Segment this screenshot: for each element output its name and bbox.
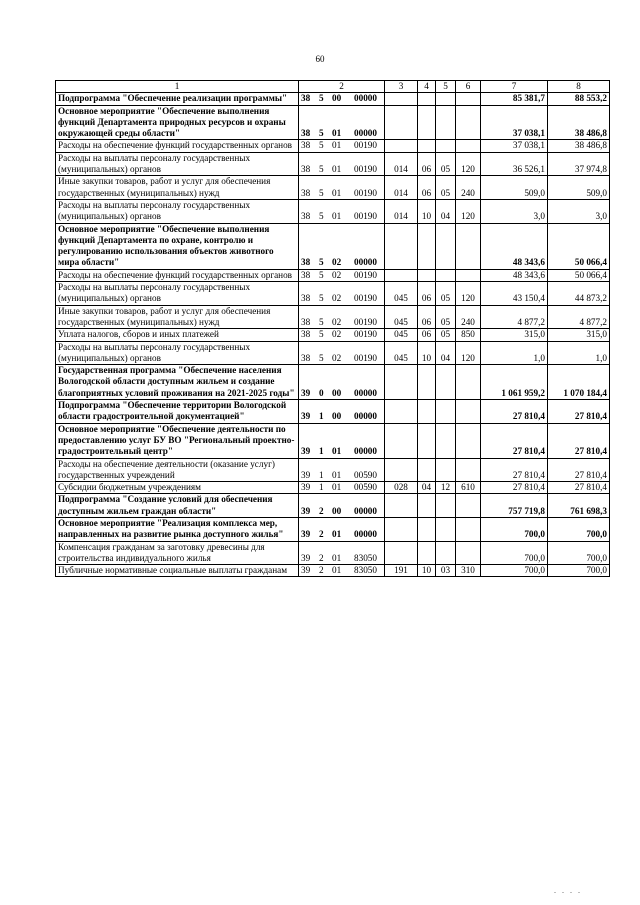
row-ministry-code: 045 <box>385 341 418 365</box>
row-ministry-code <box>385 365 418 400</box>
row-section-code <box>418 541 436 565</box>
row-code <box>299 482 385 494</box>
row-ministry-code: 045 <box>385 305 418 329</box>
row-amount-2022: 37 038,1 <box>481 105 548 140</box>
code-part: 2 <box>319 552 324 563</box>
row-code <box>299 365 385 400</box>
table-row <box>56 494 610 518</box>
table-row <box>56 282 610 306</box>
row-expense-type <box>456 105 481 140</box>
table-row <box>56 223 610 269</box>
row-expense-type <box>456 541 481 565</box>
row-ministry-code: 045 <box>385 329 418 341</box>
code-part: 1 <box>319 446 324 457</box>
code-part: 00000 <box>354 505 377 516</box>
budget-table <box>55 80 610 577</box>
code-part: 5 <box>319 269 324 280</box>
row-amount-2022: 700,0 <box>481 541 548 565</box>
code-part: 39 <box>301 505 311 516</box>
row-ministry-code <box>385 105 418 140</box>
code-part: 38 <box>301 164 311 175</box>
row-ministry-code: 014 <box>385 199 418 223</box>
row-code <box>299 541 385 565</box>
row-expense-type <box>456 458 481 482</box>
row-code <box>299 494 385 518</box>
row-section-code: 10 <box>418 565 436 577</box>
code-part: 00000 <box>354 387 377 398</box>
page-number: 60 <box>315 54 325 64</box>
code-part: 00190 <box>354 316 377 327</box>
row-code <box>299 458 385 482</box>
row-expense-type: 310 <box>456 565 481 577</box>
code-part: 01 <box>332 552 342 563</box>
code-part: 00190 <box>354 293 377 304</box>
code-part: 00190 <box>354 140 377 151</box>
table-row <box>56 458 610 482</box>
row-amount-2022: 36 526,1 <box>481 152 548 176</box>
code-part: 5 <box>319 211 324 222</box>
table-row <box>56 152 610 176</box>
row-section-code: 06 <box>418 176 436 200</box>
code-part: 00000 <box>354 446 377 457</box>
code-part: 39 <box>301 446 311 457</box>
row-amount-2023: 38 486,8 <box>548 140 610 152</box>
code-part: 5 <box>319 293 324 304</box>
row-amount-2023: 50 066,4 <box>548 269 610 281</box>
row-section-code <box>418 458 436 482</box>
row-amount-2022: 509,0 <box>481 176 548 200</box>
table-row <box>56 517 610 541</box>
code-part: 2 <box>319 529 324 540</box>
row-ministry-code <box>385 93 418 105</box>
row-section-code <box>418 365 436 400</box>
row-name: Расходы на обеспечение функций государственных органов <box>56 140 299 152</box>
row-amount-2022: 1 061 959,2 <box>481 365 548 400</box>
row-subsection-code <box>436 223 456 269</box>
row-code <box>299 152 385 176</box>
row-code <box>299 341 385 365</box>
row-expense-type <box>456 93 481 105</box>
code-part: 01 <box>332 187 342 198</box>
table-row <box>56 140 610 152</box>
row-ministry-code <box>385 458 418 482</box>
row-code <box>299 199 385 223</box>
row-subsection-code <box>436 269 456 281</box>
row-code <box>299 329 385 341</box>
code-part: 01 <box>332 446 342 457</box>
code-part: 00000 <box>354 411 377 422</box>
column-header: 8 <box>548 81 610 93</box>
row-code <box>299 565 385 577</box>
row-name: Подпрограмма "Создание условий для обеспечения доступным жильем граждан области" <box>56 494 299 518</box>
row-amount-2023: 44 873,2 <box>548 282 610 306</box>
row-subsection-code <box>436 423 456 458</box>
code-part: 0 <box>319 387 324 398</box>
code-part: 00 <box>332 387 342 398</box>
row-amount-2022: 27 810,4 <box>481 400 548 424</box>
row-code <box>299 282 385 306</box>
row-name: Подпрограмма "Обеспечение территории Вологодской области градостроительной документацией" <box>56 400 299 424</box>
row-amount-2023: 700,0 <box>548 517 610 541</box>
row-amount-2022: 85 381,7 <box>481 93 548 105</box>
row-amount-2022: 27 810,4 <box>481 482 548 494</box>
row-amount-2022: 43 150,4 <box>481 282 548 306</box>
table-row <box>56 305 610 329</box>
row-amount-2023: 700,0 <box>548 565 610 577</box>
row-amount-2023: 700,0 <box>548 541 610 565</box>
row-expense-type: 120 <box>456 152 481 176</box>
row-code <box>299 517 385 541</box>
row-code <box>299 176 385 200</box>
row-subsection-code <box>436 458 456 482</box>
row-section-code <box>418 269 436 281</box>
row-amount-2022: 700,0 <box>481 565 548 577</box>
row-name: Уплата налогов, сборов и иных платежей <box>56 329 299 341</box>
row-ministry-code <box>385 517 418 541</box>
row-section-code <box>418 400 436 424</box>
row-subsection-code <box>436 93 456 105</box>
row-subsection-code: 05 <box>436 329 456 341</box>
table-row <box>56 329 610 341</box>
row-code <box>299 140 385 152</box>
row-expense-type <box>456 494 481 518</box>
code-part: 83050 <box>354 552 377 563</box>
code-part: 39 <box>301 529 311 540</box>
row-name: Субсидии бюджетным учреждениям <box>56 482 299 494</box>
row-section-code <box>418 423 436 458</box>
code-part: 38 <box>301 187 311 198</box>
row-amount-2023: 27 810,4 <box>548 482 610 494</box>
row-amount-2022: 27 810,4 <box>481 458 548 482</box>
row-amount-2022: 757 719,8 <box>481 494 548 518</box>
row-ministry-code <box>385 269 418 281</box>
code-part: 02 <box>332 257 342 268</box>
row-name: Расходы на выплаты персоналу государственных (муниципальных) органов <box>56 282 299 306</box>
code-part: 00000 <box>354 93 377 104</box>
code-part: 2 <box>319 505 324 516</box>
code-part: 02 <box>332 352 342 363</box>
row-subsection-code <box>436 400 456 424</box>
row-section-code <box>418 494 436 518</box>
row-subsection-code <box>436 365 456 400</box>
row-subsection-code: 12 <box>436 482 456 494</box>
code-part: 01 <box>332 529 342 540</box>
row-ministry-code <box>385 541 418 565</box>
row-expense-type <box>456 269 481 281</box>
row-name: Расходы на обеспечение деятельности (оказание услуг) государственных учреждений <box>56 458 299 482</box>
code-part: 39 <box>301 387 311 398</box>
row-subsection-code <box>436 541 456 565</box>
row-amount-2022: 37 038,1 <box>481 140 548 152</box>
table-row <box>56 176 610 200</box>
code-part: 00590 <box>354 469 377 480</box>
code-part: 5 <box>319 257 324 268</box>
row-ministry-code <box>385 223 418 269</box>
code-part: 2 <box>319 565 324 576</box>
code-part: 39 <box>301 565 311 576</box>
code-part: 5 <box>319 128 324 139</box>
row-code <box>299 105 385 140</box>
row-amount-2023: 1,0 <box>548 341 610 365</box>
row-name: Подпрограмма "Обеспечение реализации программы" <box>56 93 299 105</box>
row-name: Основное мероприятие "Обеспечение выполнения функций Департамента по охране, контролю и регулированию использования объектов животного мира области" <box>56 223 299 269</box>
row-expense-type: 120 <box>456 199 481 223</box>
row-section-code: 06 <box>418 152 436 176</box>
row-amount-2023: 315,0 <box>548 329 610 341</box>
row-ministry-code <box>385 423 418 458</box>
code-part: 02 <box>332 293 342 304</box>
code-part: 00000 <box>354 257 377 268</box>
code-part: 1 <box>319 469 324 480</box>
code-part: 38 <box>301 128 311 139</box>
table-row <box>56 423 610 458</box>
code-part: 38 <box>301 257 311 268</box>
code-part: 01 <box>332 164 342 175</box>
row-amount-2022: 700,0 <box>481 517 548 541</box>
row-amount-2023: 761 698,3 <box>548 494 610 518</box>
code-part: 00590 <box>354 482 377 493</box>
code-part: 00190 <box>354 187 377 198</box>
row-amount-2022: 3,0 <box>481 199 548 223</box>
row-code <box>299 400 385 424</box>
code-part: 38 <box>301 269 311 280</box>
row-amount-2023: 50 066,4 <box>548 223 610 269</box>
table-row <box>56 541 610 565</box>
code-part: 02 <box>332 316 342 327</box>
code-part: 39 <box>301 482 311 493</box>
code-part: 38 <box>301 211 311 222</box>
code-part: 38 <box>301 329 311 340</box>
row-name: Государственная программа "Обеспечение населения Вологодской области доступным жильем и создание благоприятных условий проживания на 2021-2025 годы" <box>56 365 299 400</box>
code-part: 5 <box>319 93 324 104</box>
row-name: Расходы на выплаты персоналу государственных (муниципальных) органов <box>56 152 299 176</box>
row-section-code: 06 <box>418 282 436 306</box>
code-part: 38 <box>301 140 311 151</box>
row-expense-type <box>456 140 481 152</box>
row-name: Основное мероприятие "Обеспечение выполнения функций Департамента природных ресурсов и охраны окружающей среды области" <box>56 105 299 140</box>
row-expense-type <box>456 517 481 541</box>
row-ministry-code: 045 <box>385 282 418 306</box>
code-part: 00190 <box>354 164 377 175</box>
table-row <box>56 269 610 281</box>
row-section-code: 10 <box>418 199 436 223</box>
table-row <box>56 400 610 424</box>
row-ministry-code <box>385 400 418 424</box>
row-amount-2023: 27 810,4 <box>548 458 610 482</box>
row-expense-type <box>456 223 481 269</box>
row-name: Расходы на обеспечение функций государственных органов <box>56 269 299 281</box>
row-name: Расходы на выплаты персоналу государственных (муниципальных) органов <box>56 341 299 365</box>
row-ministry-code <box>385 140 418 152</box>
row-subsection-code <box>436 105 456 140</box>
column-header: 2 <box>299 81 385 93</box>
column-header: 4 <box>418 81 436 93</box>
code-part: 38 <box>301 352 311 363</box>
row-amount-2022: 4 877,2 <box>481 305 548 329</box>
code-part: 00 <box>332 93 342 104</box>
row-amount-2023: 3,0 <box>548 199 610 223</box>
code-part: 39 <box>301 411 311 422</box>
code-part: 01 <box>332 140 342 151</box>
row-expense-type: 610 <box>456 482 481 494</box>
code-part: 38 <box>301 316 311 327</box>
row-ministry-code: 028 <box>385 482 418 494</box>
column-header: 6 <box>456 81 481 93</box>
row-expense-type: 850 <box>456 329 481 341</box>
code-part: 1 <box>319 482 324 493</box>
code-part: 38 <box>301 293 311 304</box>
column-header: 3 <box>385 81 418 93</box>
code-part: 00190 <box>354 352 377 363</box>
row-name: Иные закупки товаров, работ и услуг для обеспечения государственных (муниципальных) нужд <box>56 305 299 329</box>
row-subsection-code: 04 <box>436 341 456 365</box>
row-subsection-code: 04 <box>436 199 456 223</box>
row-section-code <box>418 223 436 269</box>
row-expense-type: 120 <box>456 341 481 365</box>
row-code <box>299 223 385 269</box>
table-row <box>56 199 610 223</box>
code-part: 38 <box>301 93 311 104</box>
row-name: Расходы на выплаты персоналу государственных (муниципальных) органов <box>56 199 299 223</box>
row-name: Компенсация гражданам за заготовку древесины для строительства индивидуального жилья <box>56 541 299 565</box>
row-section-code <box>418 140 436 152</box>
row-ministry-code: 191 <box>385 565 418 577</box>
row-subsection-code <box>436 140 456 152</box>
row-code <box>299 305 385 329</box>
table-row <box>56 365 610 400</box>
row-subsection-code <box>436 494 456 518</box>
row-section-code <box>418 105 436 140</box>
row-ministry-code <box>385 494 418 518</box>
code-part: 01 <box>332 565 342 576</box>
table-row <box>56 105 610 140</box>
table-row <box>56 93 610 105</box>
row-amount-2022: 48 343,6 <box>481 269 548 281</box>
row-subsection-code: 05 <box>436 152 456 176</box>
code-part: 39 <box>301 469 311 480</box>
row-amount-2023: 88 553,2 <box>548 93 610 105</box>
code-part: 1 <box>319 411 324 422</box>
row-name: Основное мероприятие "Реализация комплекса мер, направленных на развитие рынка доступного жилья" <box>56 517 299 541</box>
row-code <box>299 423 385 458</box>
code-part: 5 <box>319 316 324 327</box>
code-part: 00000 <box>354 529 377 540</box>
column-header: 7 <box>481 81 548 93</box>
row-expense-type: 120 <box>456 282 481 306</box>
code-part: 5 <box>319 164 324 175</box>
code-part: 5 <box>319 187 324 198</box>
scan-mark: . . . . <box>554 886 582 895</box>
row-amount-2023: 4 877,2 <box>548 305 610 329</box>
row-section-code <box>418 517 436 541</box>
row-expense-type: 240 <box>456 305 481 329</box>
code-part: 02 <box>332 269 342 280</box>
row-amount-2022: 27 810,4 <box>481 423 548 458</box>
row-section-code: 06 <box>418 305 436 329</box>
table-row <box>56 482 610 494</box>
code-part: 00 <box>332 505 342 516</box>
row-amount-2023: 38 486,8 <box>548 105 610 140</box>
row-expense-type: 240 <box>456 176 481 200</box>
row-amount-2022: 315,0 <box>481 329 548 341</box>
row-section-code: 10 <box>418 341 436 365</box>
row-name: Публичные нормативные социальные выплаты гражданам <box>56 565 299 577</box>
row-ministry-code: 014 <box>385 152 418 176</box>
row-section-code <box>418 93 436 105</box>
column-header: 1 <box>56 81 299 93</box>
code-part: 00000 <box>354 128 377 139</box>
code-part: 00190 <box>354 329 377 340</box>
table-row <box>56 565 610 577</box>
row-amount-2023: 1 070 184,4 <box>548 365 610 400</box>
row-expense-type <box>456 400 481 424</box>
row-amount-2022: 48 343,6 <box>481 223 548 269</box>
row-name: Основное мероприятие "Обеспечение деятельности по предоставлению услуг БУ ВО "Региональный проектно-градостроительный центр" <box>56 423 299 458</box>
code-part: 83050 <box>354 565 377 576</box>
row-subsection-code: 05 <box>436 176 456 200</box>
column-header: 5 <box>436 81 456 93</box>
table-row <box>56 341 610 365</box>
row-name: Иные закупки товаров, работ и услуг для обеспечения государственных (муниципальных) нужд <box>56 176 299 200</box>
table-header-row <box>56 81 610 93</box>
row-amount-2023: 27 810,4 <box>548 400 610 424</box>
code-part: 00 <box>332 411 342 422</box>
row-ministry-code: 014 <box>385 176 418 200</box>
code-part: 01 <box>332 211 342 222</box>
code-part: 01 <box>332 469 342 480</box>
row-subsection-code: 05 <box>436 305 456 329</box>
row-subsection-code <box>436 517 456 541</box>
row-code <box>299 93 385 105</box>
code-part: 5 <box>319 329 324 340</box>
row-section-code: 06 <box>418 329 436 341</box>
code-part: 00190 <box>354 211 377 222</box>
code-part: 39 <box>301 552 311 563</box>
code-part: 01 <box>332 128 342 139</box>
code-part: 00190 <box>354 269 377 280</box>
row-expense-type <box>456 423 481 458</box>
code-part: 01 <box>332 482 342 493</box>
row-expense-type <box>456 365 481 400</box>
row-amount-2023: 37 974,8 <box>548 152 610 176</box>
row-amount-2022: 1,0 <box>481 341 548 365</box>
row-subsection-code: 05 <box>436 282 456 306</box>
row-section-code: 04 <box>418 482 436 494</box>
row-code <box>299 269 385 281</box>
code-part: 5 <box>319 352 324 363</box>
code-part: 02 <box>332 329 342 340</box>
row-subsection-code: 03 <box>436 565 456 577</box>
row-amount-2023: 509,0 <box>548 176 610 200</box>
row-amount-2023: 27 810,4 <box>548 423 610 458</box>
code-part: 5 <box>319 140 324 151</box>
